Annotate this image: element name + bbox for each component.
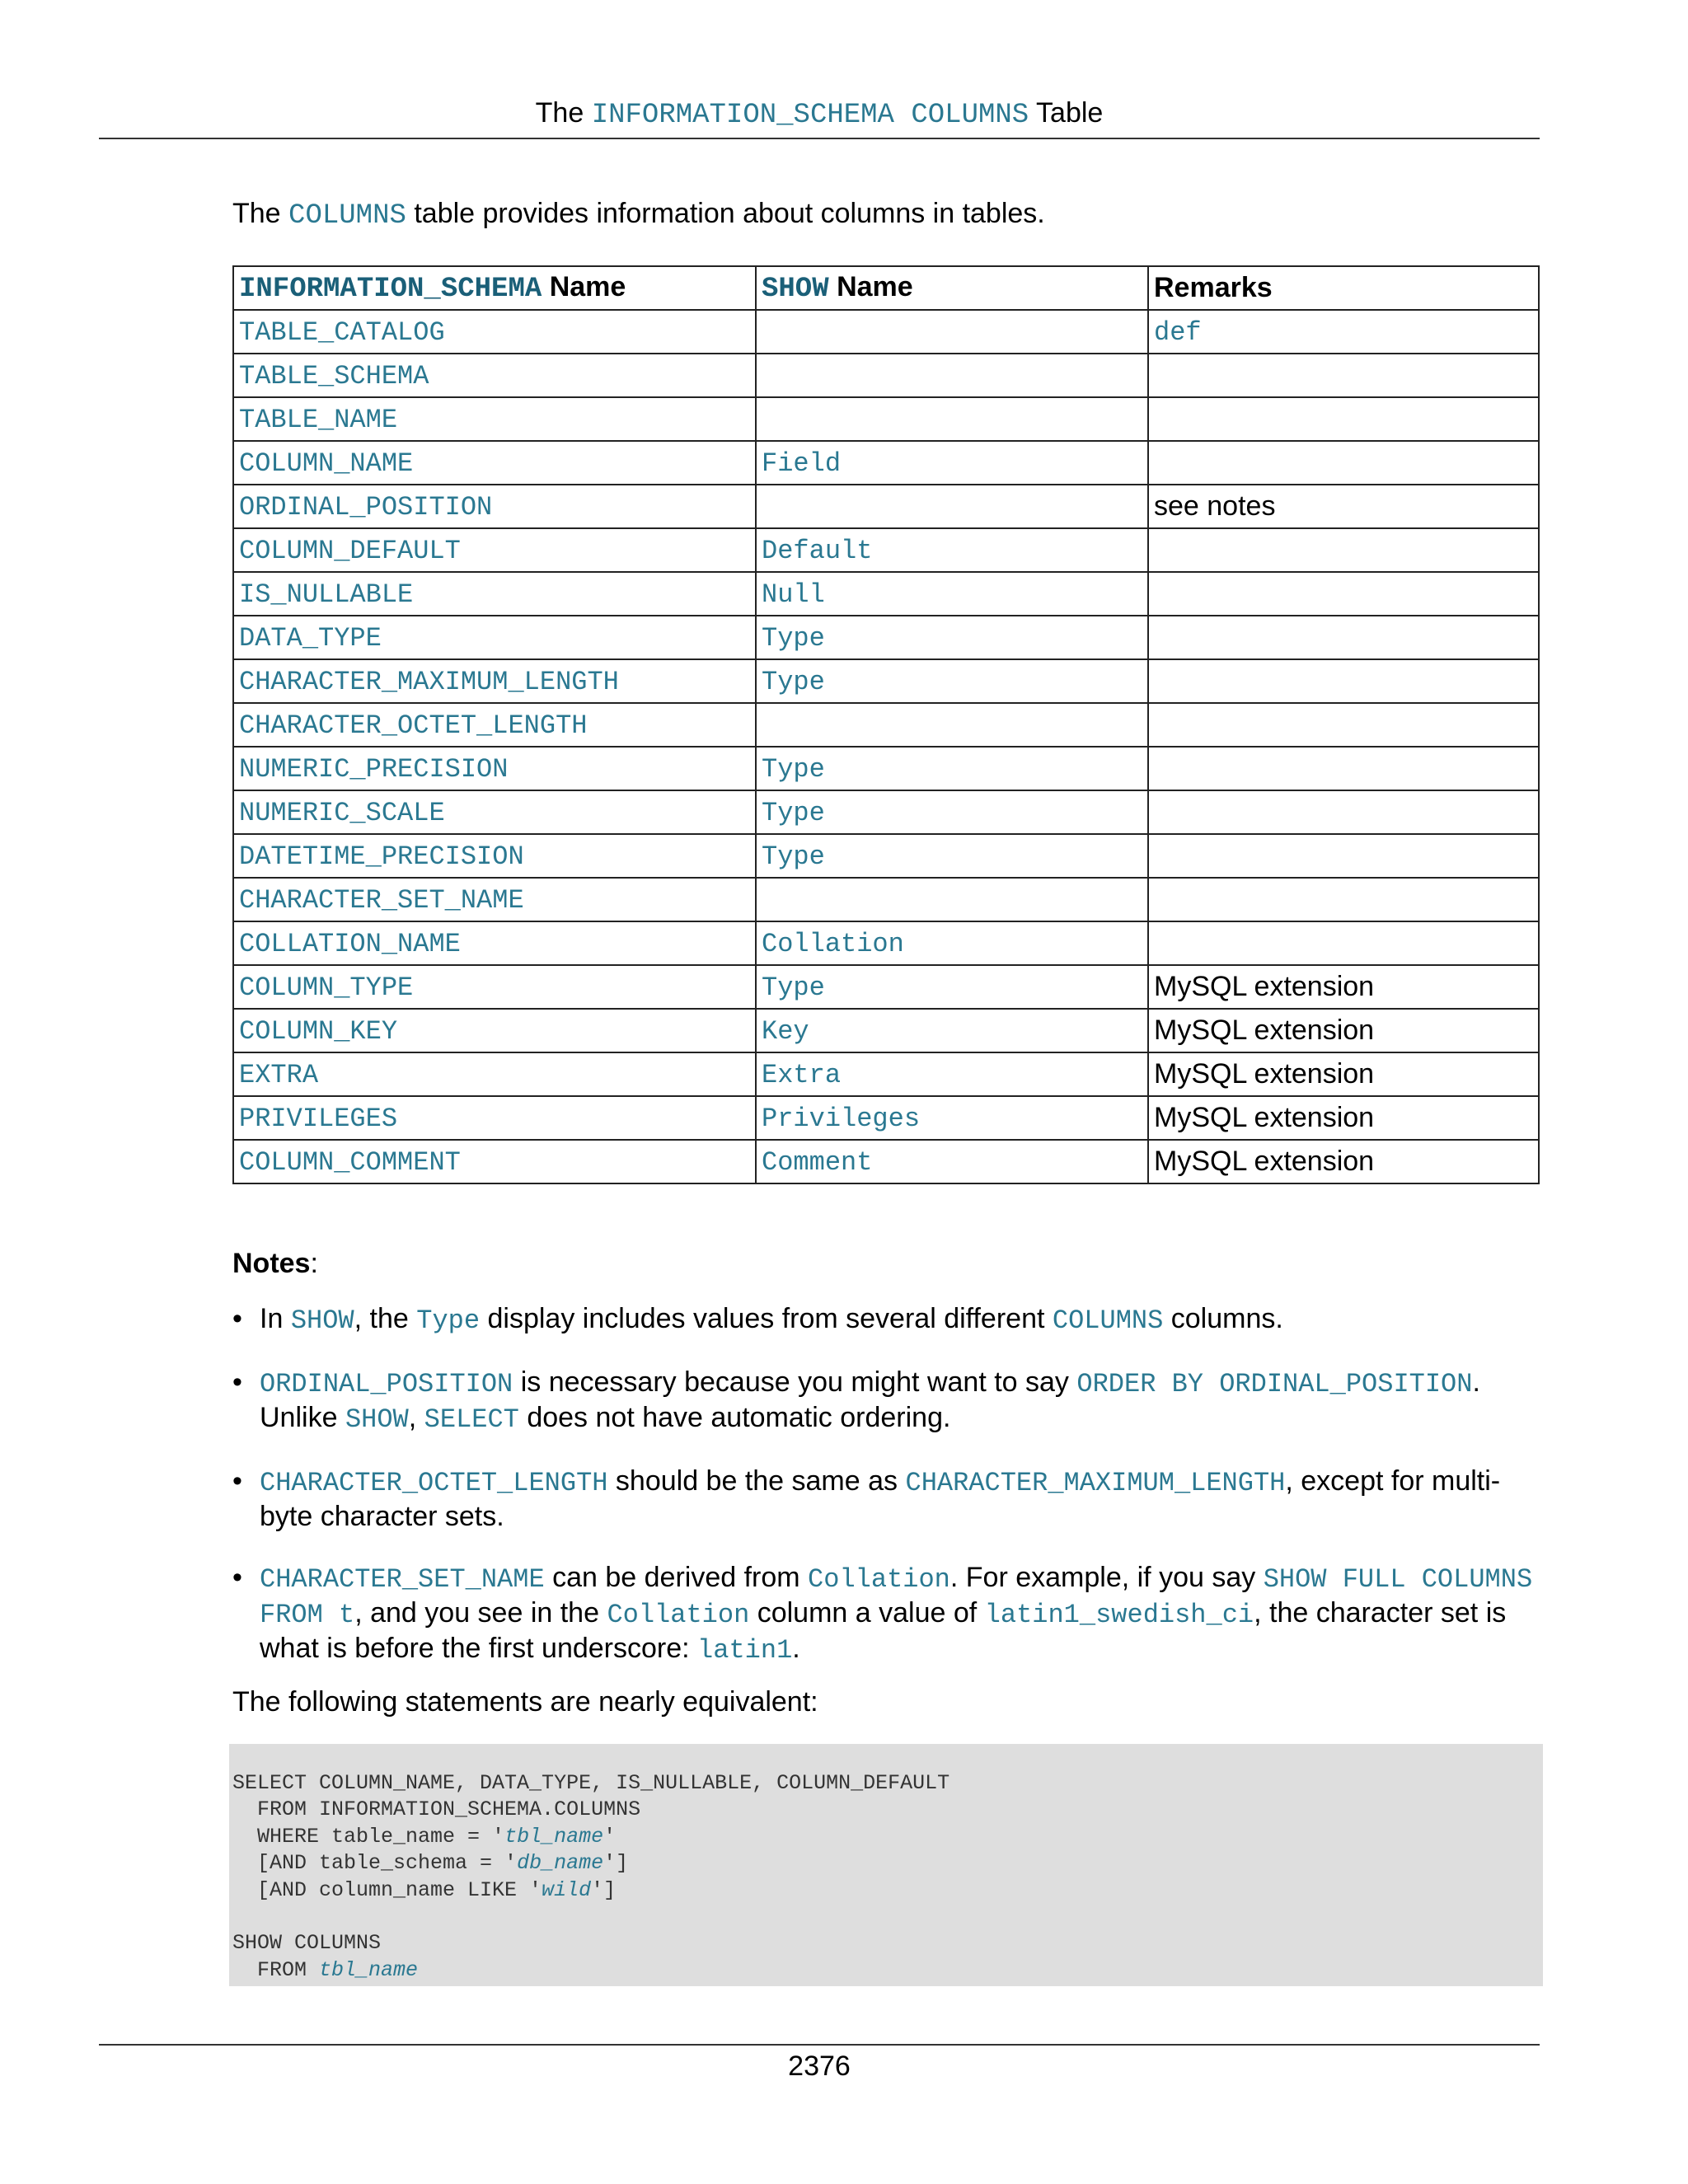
cell-show-code: Default [762,536,873,566]
following-paragraph: The following statements are nearly equivalent: [232,1686,818,1718]
cell-information-schema-name [233,790,756,834]
cell-show-name [756,659,1148,703]
table-row [233,441,1539,485]
table-row [233,528,1539,572]
note-code: SHOW [345,1404,409,1435]
cell-show-name [756,878,1148,921]
cell-show-code: Extra [762,1060,842,1090]
cell-show-name [756,1009,1148,1052]
note-code: Collation [607,1600,750,1630]
cell-is-code: COLLATION_NAME [239,929,461,959]
cell-show-code: Collation [762,929,904,959]
cell-show-name [756,528,1148,572]
cell-remarks [1148,703,1539,747]
code-line: FROM [232,1957,320,1982]
table-row [233,965,1539,1009]
cell-is-code: CHARACTER_MAXIMUM_LENGTH [239,667,619,697]
cell-show-name [756,572,1148,616]
note-code: latin1 [697,1635,793,1666]
note-text: can be derived from [544,1562,809,1593]
cell-information-schema-name [233,1052,756,1096]
cell-information-schema-name [233,310,756,354]
cell-show-code: Type [762,754,825,785]
cell-show-name [756,1052,1148,1096]
code-placeholder: db_name [517,1851,604,1876]
table-row [233,790,1539,834]
cell-is-code: CHARACTER_SET_NAME [239,885,524,916]
cell-remarks [1148,528,1539,572]
cell-information-schema-name [233,834,756,878]
header-is-name [233,266,756,310]
cell-remarks-text: MySQL extension [1154,971,1375,1002]
cell-remarks [1148,397,1539,441]
cell-remarks-text: MySQL extension [1154,1015,1375,1046]
code-placeholder: tbl_name [504,1824,604,1849]
cell-remarks-text: def [1154,317,1202,348]
cell-remarks-text: MySQL extension [1154,1058,1375,1090]
code-line: '] [603,1851,629,1876]
note-code: SHOW FULL COLUMNS FROM t [260,1564,1533,1630]
cell-is-code: IS_NULLABLE [239,579,414,610]
note-text: . [792,1633,800,1664]
note-text: is necessary because you might want to say [513,1366,1077,1398]
columns-table [232,265,1540,1184]
note-text: column a value of [749,1597,985,1629]
cell-is-code: NUMERIC_PRECISION [239,754,509,785]
cell-show-code: Type [762,972,825,1003]
code-line: WHERE table_name = ' [232,1824,505,1849]
code-placeholder: wild [542,1877,592,1902]
cell-show-name [756,441,1148,485]
cell-remarks [1148,878,1539,921]
cell-information-schema-name [233,1009,756,1052]
note-code: CHARACTER_MAXIMUM_LENGTH [905,1468,1286,1498]
list-item [232,1366,1543,1436]
cell-is-code: NUMERIC_SCALE [239,798,445,828]
code-line: SELECT COLUMN_NAME, DATA_TYPE, IS_NULLABLE, COLUMN_DEFAULT [232,1771,950,1795]
note-code: COLUMNS [1052,1305,1164,1336]
code-placeholder: tbl_name [319,1957,419,1982]
cell-information-schema-name [233,354,756,397]
cell-show-name [756,747,1148,790]
cell-is-code: TABLE_SCHEMA [239,361,429,391]
cell-information-schema-name [233,703,756,747]
cell-information-schema-name [233,921,756,965]
note-text: , except for multi-byte character sets. [260,1465,1501,1532]
cell-show-code: Comment [762,1147,873,1178]
cell-remarks [1148,572,1539,616]
cell-show-name [756,354,1148,397]
header-show-name [756,266,1148,310]
code-line: FROM INFORMATION_SCHEMA.COLUMNS [232,1797,641,1822]
list-item [232,1302,1543,1338]
table-row [233,1096,1539,1140]
cell-information-schema-name [233,616,756,659]
cell-information-schema-name [233,441,756,485]
note-text: . Unlike [260,1366,1480,1433]
list-item [232,1465,1543,1533]
cell-show-name [756,485,1148,528]
note-text: , and you see in the [354,1597,607,1629]
table-row [233,703,1539,747]
header-remarks-text: Remarks [1154,272,1273,303]
header-is-code: INFORMATION_SCHEMA [239,274,542,305]
note-code: CHARACTER_SET_NAME [260,1564,545,1595]
cell-show-code: Key [762,1016,809,1047]
note-code: SELECT [424,1404,519,1435]
header-show-code: SHOW [762,274,829,305]
note-code: ORDINAL_POSITION [260,1369,513,1399]
note-code: ORDER BY ORDINAL_POSITION [1076,1369,1473,1399]
notes-heading [232,1243,318,1284]
intro-post: table provides information about columns in tables. [406,198,1045,229]
code-line: '] [591,1877,617,1902]
table-row [233,616,1539,659]
cell-is-code: COLUMN_KEY [239,1016,398,1047]
cell-show-name [756,703,1148,747]
cell-remarks [1148,485,1539,528]
note-text: display includes values from several different [480,1303,1053,1334]
note-text: , [408,1402,424,1433]
cell-remarks [1148,1096,1539,1140]
cell-show-code: Null [762,579,825,610]
cell-information-schema-name [233,965,756,1009]
table-row [233,747,1539,790]
cell-information-schema-name [233,572,756,616]
cell-show-code: Type [762,841,825,872]
table-row [233,921,1539,965]
note-text: In [260,1303,291,1334]
table-header-row [233,266,1539,310]
note-code: Collation [808,1564,950,1595]
header-is-text: Name [542,271,626,302]
page-header [99,92,1540,136]
cell-is-code: PRIVILEGES [239,1104,398,1134]
cell-is-code: CHARACTER_OCTET_LENGTH [239,710,588,741]
cell-remarks [1148,1052,1539,1096]
cell-information-schema-name [233,878,756,921]
cell-remarks [1148,659,1539,703]
cell-show-name [756,790,1148,834]
intro-code: COLUMNS [288,200,406,232]
cell-is-code: TABLE_NAME [239,405,398,435]
code-line: [AND table_schema = ' [232,1851,518,1876]
notes-label: Notes [232,1248,311,1279]
note-text: should be the same as [607,1465,906,1497]
cell-information-schema-name [233,485,756,528]
header-divider [99,138,1540,139]
note-text: columns. [1163,1303,1283,1334]
cell-show-name [756,965,1148,1009]
page-number: 2376 [788,2050,851,2082]
code-line: ' [603,1824,617,1849]
cell-remarks-text: see notes [1154,490,1276,522]
note-text: , the character set is what is before the first underscore: [260,1597,1507,1664]
header-title-post: Table [1029,97,1104,129]
notes-list [232,1302,1543,1695]
cell-is-code: COLUMN_NAME [239,448,414,479]
table-row [233,659,1539,703]
cell-information-schema-name [233,1096,756,1140]
cell-is-code: DATETIME_PRECISION [239,841,524,872]
header-title-pre: The [535,97,592,129]
cell-is-code: DATA_TYPE [239,623,382,654]
note-code: CHARACTER_OCTET_LENGTH [260,1468,608,1498]
cell-is-code: COLUMN_DEFAULT [239,536,461,566]
cell-show-name [756,921,1148,965]
table-row [233,310,1539,354]
header-remarks [1148,266,1539,310]
cell-remarks [1148,616,1539,659]
cell-show-code: Type [762,623,825,654]
cell-show-code: Type [762,667,825,697]
table-row [233,572,1539,616]
note-code: latin1_swedish_ci [984,1600,1254,1630]
code-line: SHOW COLUMNS [232,1931,382,1956]
note-text: , the [354,1303,417,1334]
cell-show-name [756,834,1148,878]
note-code: Type [416,1305,481,1336]
code-block [229,1744,1543,1986]
table-row [233,397,1539,441]
cell-remarks-text: MySQL extension [1154,1146,1375,1177]
cell-show-name [756,397,1148,441]
cell-is-code: COLUMN_TYPE [239,972,414,1003]
intro-pre: The [232,198,289,229]
table-row [233,354,1539,397]
cell-is-code: TABLE_CATALOG [239,317,445,348]
table-row [233,485,1539,528]
cell-information-schema-name [233,397,756,441]
cell-show-name [756,616,1148,659]
table-row [233,834,1539,878]
cell-remarks [1148,921,1539,965]
notes-colon: : [310,1248,318,1279]
cell-show-code: Field [762,448,842,479]
table-row [233,1052,1539,1096]
cell-show-name [756,1140,1148,1183]
cell-remarks [1148,354,1539,397]
cell-remarks [1148,834,1539,878]
table-row [233,878,1539,921]
cell-remarks-text: MySQL extension [1154,1102,1375,1133]
cell-remarks [1148,790,1539,834]
cell-information-schema-name [233,747,756,790]
note-text: does not have automatic ordering. [518,1402,951,1433]
note-code: SHOW [290,1305,354,1336]
list-item [232,1561,1543,1667]
cell-show-code: Type [762,798,825,828]
cell-is-code: COLUMN_COMMENT [239,1147,461,1178]
cell-show-name [756,310,1148,354]
cell-remarks [1148,441,1539,485]
cell-remarks [1148,310,1539,354]
cell-is-code: ORDINAL_POSITION [239,492,493,523]
cell-information-schema-name [233,528,756,572]
note-text: . For example, if you say [950,1562,1264,1593]
intro-paragraph [232,193,1045,237]
cell-show-name [756,1096,1148,1140]
table-row [233,1140,1539,1183]
cell-remarks [1148,1009,1539,1052]
header-title-code: INFORMATION_SCHEMA COLUMNS [591,100,1029,131]
cell-is-code: EXTRA [239,1060,319,1090]
code-line: [AND column_name LIKE ' [232,1877,542,1902]
cell-show-code: Privileges [762,1104,921,1134]
header-show-text: Name [828,271,913,302]
table-row [233,1009,1539,1052]
cell-information-schema-name [233,1140,756,1183]
cell-remarks [1148,747,1539,790]
cell-remarks [1148,1140,1539,1183]
table-body [233,310,1539,1183]
cell-information-schema-name [233,659,756,703]
cell-remarks [1148,965,1539,1009]
